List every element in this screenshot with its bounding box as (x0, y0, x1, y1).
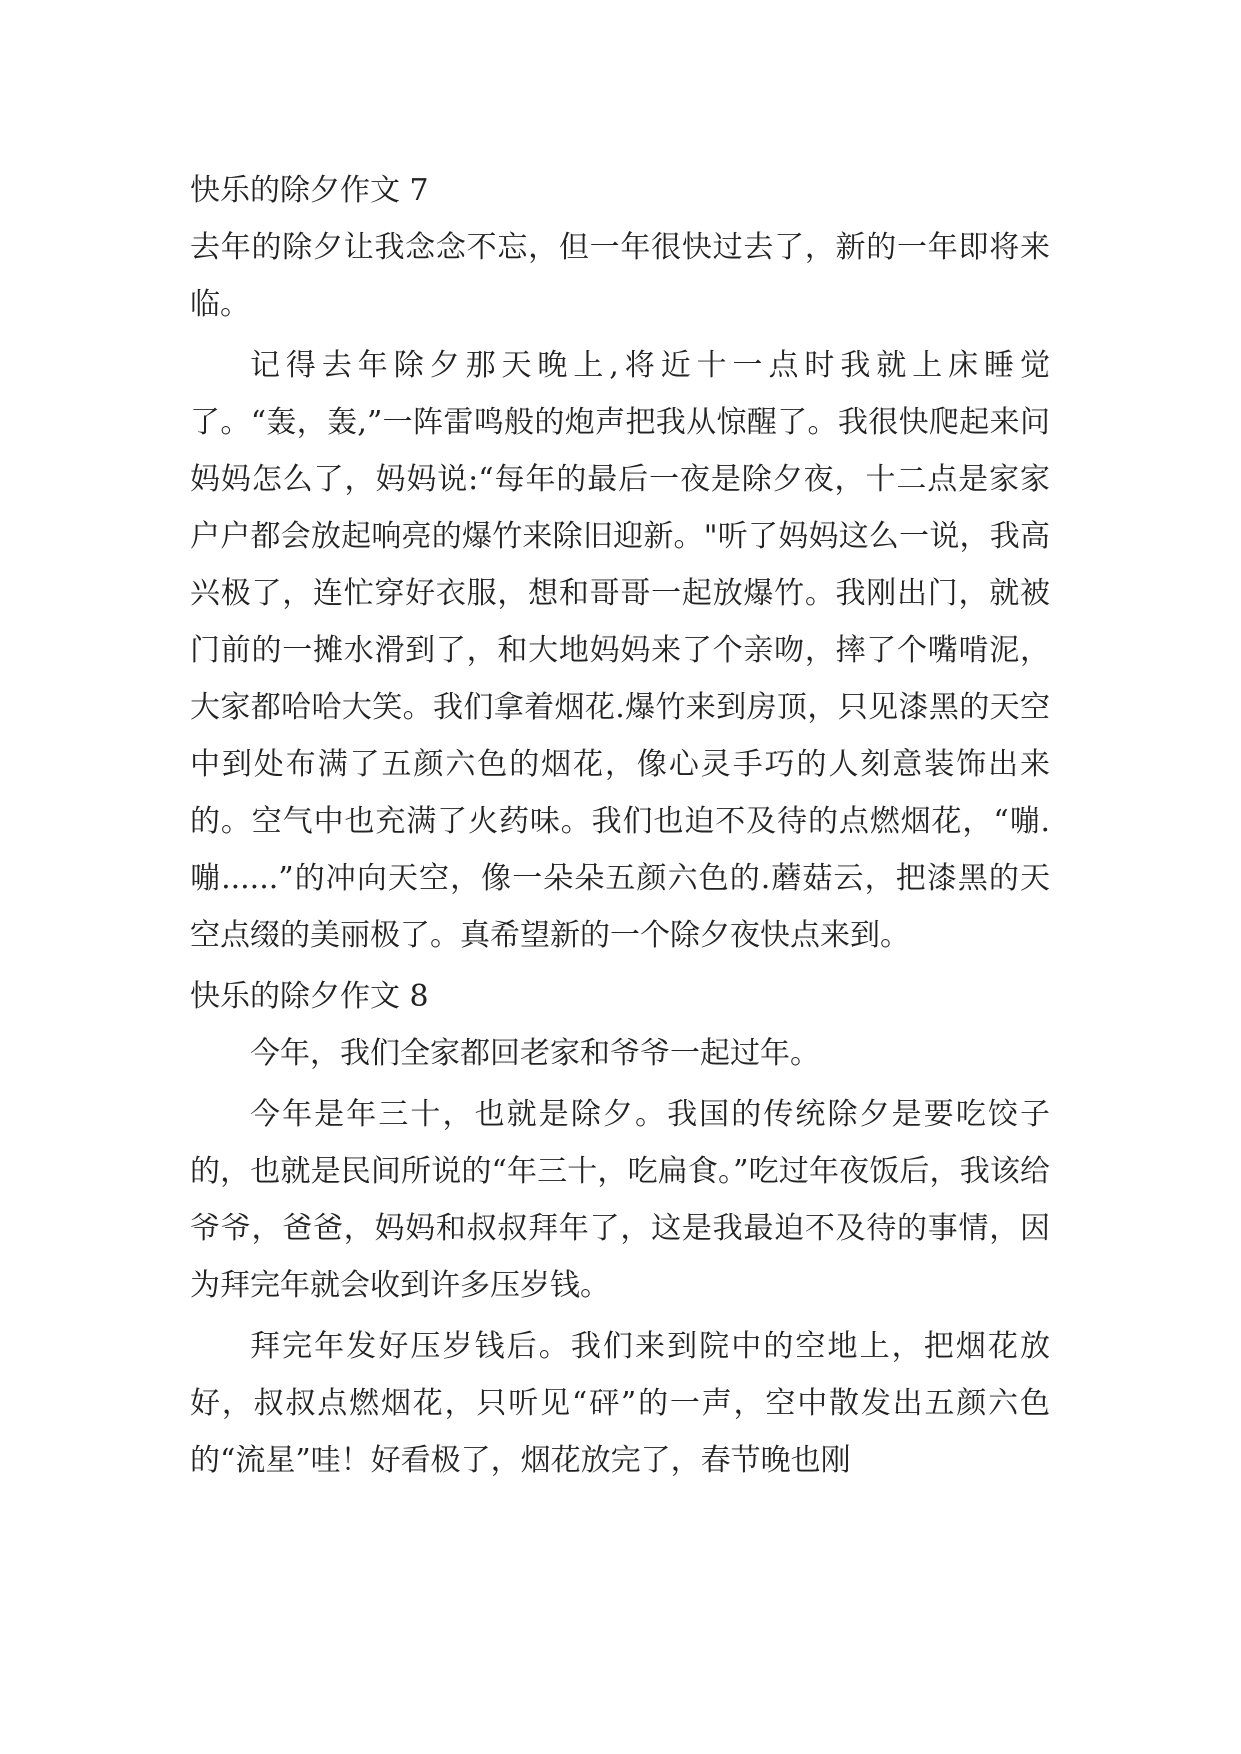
essay-body (190, 162, 1050, 1493)
paragraph: 今年是年三十，也就是除夕。我国的传统除夕是要吃饺子的，也就是民间所说的“年三十，吃扁食。”吃过年夜饭后，我该给爷爷，爸爸，妈妈和叔叔拜年了，这是我最迫不及待的事情，因为拜完年就会收到许多压岁钱。 (190, 1097, 1050, 1303)
section-heading: 快乐的除夕作文 8 (190, 979, 429, 1014)
paragraph: 记得去年除夕那天晚上,将近十一点时我就上床睡觉了。“轰，轰,”一阵雷鸣般的炮声把我从惊醒了。我很快爬起来问妈妈怎么了，妈妈说:“每年的最后一夜是除夕夜，十二点是家家户户都会放起响亮的爆竹来除旧迎新。"听了妈妈这么一说，我高兴极了，连忙穿好衣服，想和哥哥一起放爆竹。我刚出门，就被门前的一摊水滑到了，和大地妈妈来了个亲吻，摔了个嘴啃泥，大家都哈哈大笑。我们拿着烟花.爆竹来到房顶，只见漆黑的天空中到处布满了五颜六色的烟花，像心灵手巧的人刻意装饰出来的。空气中也充满了火药味。我们也迫不及待的点燃烟花，“嘣.嘣......”的冲向天空，像一朵朵五颜六色的.蘑菇云，把漆黑的天空点缀的美丽极了。真希望新的一个除夕夜快点来到。 (190, 348, 1050, 953)
paragraph: 拜完年发好压岁钱后。我们来到院中的空地上，把烟花放好，叔叔点燃烟花，只听见“砰”的一声，空中散发出五颜六色的“流星”哇！好看极了，烟花放完了，春节晚也刚 (190, 1329, 1050, 1478)
paragraph: 今年，我们全家都回老家和爷爷一起过年。 (250, 1036, 820, 1071)
section-heading: 快乐的除夕作文 7 (190, 173, 429, 208)
paragraph: 去年的除夕让我念念不忘，但一年很快过去了，新的一年即将来临。 (190, 230, 1050, 322)
